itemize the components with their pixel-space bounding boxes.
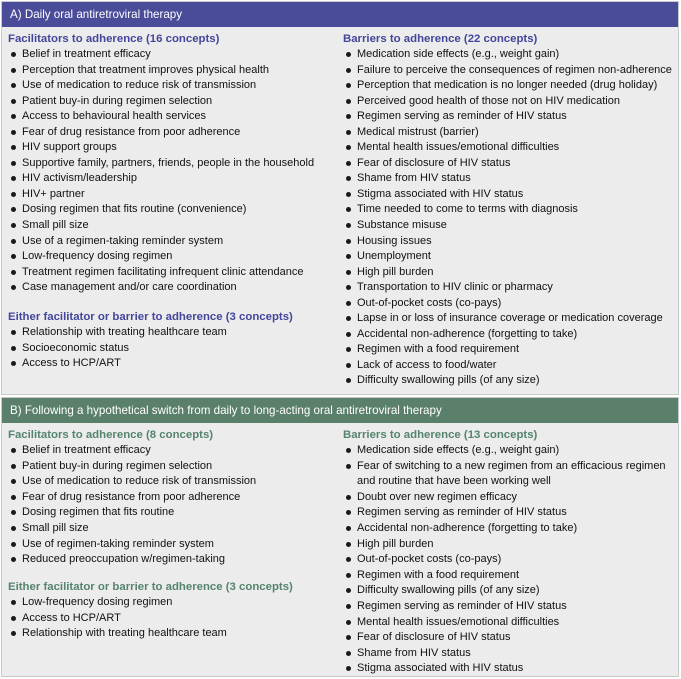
panel-b-either <box>8 579 338 642</box>
list-item-text: Shame from HIV status <box>357 172 471 185</box>
list-item-text: Out-of-pocket costs (co-pays) <box>357 553 502 566</box>
bullet-icon <box>346 651 351 656</box>
list-item <box>8 341 338 357</box>
list-item <box>343 327 673 343</box>
bullet-icon <box>11 145 16 150</box>
list-item <box>343 661 668 677</box>
bullet-icon <box>11 600 16 605</box>
list-item <box>343 296 673 312</box>
list-item-text: Medical mistrust (barrier) <box>357 125 479 138</box>
panel-a-facilitators <box>8 31 338 296</box>
list-item-text: Perception that treatment improves physical health <box>22 63 270 76</box>
bullet-icon <box>11 83 16 88</box>
list-item <box>343 358 673 374</box>
list-item <box>343 234 673 250</box>
list-item-text: Lapse in or loss of insurance coverage or medication coverage <box>357 312 663 325</box>
list-item <box>8 490 338 506</box>
bullet-icon <box>346 254 351 259</box>
list-item-text: Difficulty swallowing pills (of any size) <box>357 584 540 597</box>
bullet-icon <box>346 464 351 469</box>
list-item <box>343 125 673 141</box>
list-item <box>8 595 338 611</box>
bullet-icon <box>11 192 16 197</box>
bullet-icon <box>11 114 16 119</box>
list-item <box>343 156 673 172</box>
list-item-text: Dosing regimen that fits routine (convenience) <box>22 203 247 216</box>
bullet-icon <box>346 635 351 640</box>
panel-b-facilitators-list <box>8 443 338 568</box>
list-item <box>343 280 673 296</box>
list-item <box>8 552 338 568</box>
bullet-icon <box>346 363 351 368</box>
list-item-text: Regimen serving as reminder of HIV status <box>357 110 567 123</box>
list-item <box>8 202 338 218</box>
bullet-icon <box>346 130 351 135</box>
list-item <box>8 265 338 281</box>
bullet-icon <box>11 254 16 259</box>
panel-a-barriers-title: Barriers to adherence (22 concepts) <box>343 33 538 45</box>
list-item <box>8 218 338 234</box>
list-item <box>8 47 338 63</box>
list-item <box>343 265 673 281</box>
list-item-text: Relationship with treating healthcare team <box>22 627 227 640</box>
list-item-text: Regimen with a food requirement <box>357 343 520 356</box>
list-item <box>343 459 668 490</box>
bullet-icon <box>346 495 351 500</box>
panel-b-either-title: Either facilitator or barrier to adherence (3 concepts) <box>8 581 293 593</box>
list-item-text: Small pill size <box>22 219 89 232</box>
list-item <box>8 459 338 475</box>
bullet-icon <box>346 526 351 531</box>
list-item <box>343 342 673 358</box>
list-item <box>8 171 338 187</box>
panel-b-barriers-title: Barriers to adherence (13 concepts) <box>343 429 538 441</box>
bullet-icon <box>11 448 16 453</box>
list-item-text: Transportation to HIV clinic or pharmacy <box>357 281 553 294</box>
list-item-text: Use of a regimen-taking reminder system <box>22 234 224 247</box>
list-item <box>8 234 338 250</box>
bullet-icon <box>346 145 351 150</box>
bullet-icon <box>11 285 16 290</box>
list-item <box>343 521 668 537</box>
list-item <box>343 552 668 568</box>
list-item <box>8 109 338 125</box>
list-item <box>343 630 668 646</box>
list-item-text: Access to HCP/ART <box>22 357 121 370</box>
list-item <box>343 171 673 187</box>
list-item <box>343 443 668 459</box>
list-item-text: Fear of switching to a new regimen from an efficacious regimen and routine that have been working well <box>357 459 666 488</box>
bullet-icon <box>11 68 16 73</box>
bullet-icon <box>346 378 351 383</box>
list-item-text: Unemployment <box>357 250 431 263</box>
bullet-icon <box>11 510 16 515</box>
list-item-text: Reduced preoccupation w/regimen-taking <box>22 553 226 566</box>
list-item <box>343 537 668 553</box>
bullet-icon <box>11 130 16 135</box>
panel-long-acting-switch <box>1 397 679 677</box>
list-item <box>343 78 673 94</box>
list-item-text: Out-of-pocket costs (co-pays) <box>357 296 502 309</box>
list-item-text: Stigma associated with HIV status <box>357 662 524 675</box>
list-item-text: Use of regimen-taking reminder system <box>22 537 214 550</box>
bullet-icon <box>346 270 351 275</box>
list-item <box>8 78 338 94</box>
bullet-icon <box>346 588 351 593</box>
list-item <box>343 202 673 218</box>
list-item <box>8 187 338 203</box>
bullet-icon <box>346 301 351 306</box>
bullet-icon <box>11 495 16 500</box>
panel-a-barriers-list <box>343 47 673 389</box>
list-item-text: Regimen serving as reminder of HIV status <box>357 599 567 612</box>
list-item <box>343 47 673 63</box>
list-item <box>8 537 338 553</box>
bullet-icon <box>346 223 351 228</box>
panel-b-facilitators <box>8 427 338 568</box>
list-item-text: HIV support groups <box>22 141 117 154</box>
list-item-text: Fear of disclosure of HIV status <box>357 631 511 644</box>
panel-daily-therapy <box>1 1 679 395</box>
panel-a-either <box>8 309 338 372</box>
bullet-icon <box>346 68 351 73</box>
bullet-icon <box>11 161 16 166</box>
bullet-icon <box>11 526 16 531</box>
bullet-icon <box>346 448 351 453</box>
list-item-text: Shame from HIV status <box>357 646 471 659</box>
list-item-text: Belief in treatment efficacy <box>22 48 151 60</box>
list-item-text: Accidental non-adherence (forgetting to take) <box>357 521 578 534</box>
panel-a-either-title: Either facilitator or barrier to adherence (3 concepts) <box>8 311 293 323</box>
list-item-text: Low-frequency dosing regimen <box>22 250 173 263</box>
bullet-icon <box>11 330 16 335</box>
list-item-text: Medication side effects (e.g., weight gain) <box>357 444 560 456</box>
list-item-text: Relationship with treating healthcare team <box>22 326 227 338</box>
panel-a-facilitators-title: Facilitators to adherence (16 concepts) <box>8 33 220 45</box>
list-item-text: Belief in treatment efficacy <box>22 444 151 456</box>
list-item-text: Mental health issues/emotional difficulties <box>357 615 560 628</box>
bullet-icon <box>346 332 351 337</box>
bullet-icon <box>346 207 351 212</box>
list-item-text: Regimen with a food requirement <box>357 568 520 581</box>
list-item <box>343 109 673 125</box>
list-item-text: HIV activism/leadership <box>22 172 137 185</box>
panel-b-barriers <box>343 427 668 677</box>
bullet-icon <box>346 573 351 578</box>
list-item-text: Supportive family, partners, friends, people in the household <box>22 156 315 169</box>
list-item <box>8 94 338 110</box>
bullet-icon <box>346 239 351 244</box>
list-item-text: Small pill size <box>22 521 89 534</box>
bullet-icon <box>11 616 16 621</box>
bullet-icon <box>346 114 351 119</box>
bullet-icon <box>346 347 351 352</box>
list-item-text: Perceived good health of those not on HIV medication <box>357 94 620 107</box>
list-item-text: Regimen serving as reminder of HIV status <box>357 506 567 519</box>
list-item-text: Lack of access to food/water <box>357 358 497 371</box>
list-item <box>8 443 338 459</box>
list-item <box>8 140 338 156</box>
list-item-text: Stigma associated with HIV status <box>357 187 524 200</box>
panel-b-header: B) Following a hypothetical switch from daily to long-acting oral antiretroviral therapy <box>2 398 678 423</box>
bullet-icon <box>11 361 16 366</box>
list-item-text: Difficulty swallowing pills (of any size) <box>357 374 540 387</box>
bullet-icon <box>346 176 351 181</box>
list-item-text: High pill burden <box>357 537 434 550</box>
bullet-icon <box>346 83 351 88</box>
bullet-icon <box>11 207 16 212</box>
panel-a-header: A) Daily oral antiretroviral therapy <box>2 2 678 27</box>
list-item <box>8 156 338 172</box>
bullet-icon <box>346 316 351 321</box>
list-item <box>8 521 338 537</box>
bullet-icon <box>11 52 16 57</box>
bullet-icon <box>346 285 351 290</box>
bullet-icon <box>346 99 351 104</box>
list-item <box>343 187 673 203</box>
list-item-text: Fear of drug resistance from poor adherence <box>22 125 241 138</box>
list-item <box>343 140 673 156</box>
panel-b-either-list <box>8 595 338 642</box>
list-item <box>343 218 673 234</box>
panel-a-barriers <box>343 31 673 389</box>
list-item-text: Case management and/or care coordination <box>22 281 237 294</box>
list-item <box>8 63 338 79</box>
list-item <box>343 311 673 327</box>
list-item <box>343 568 668 584</box>
list-item <box>343 646 668 662</box>
bullet-icon <box>346 510 351 515</box>
bullet-icon <box>11 346 16 351</box>
list-item-text: Patient buy-in during regimen selection <box>22 459 213 472</box>
bullet-icon <box>11 239 16 244</box>
list-item <box>8 505 338 521</box>
list-item-text: Use of medication to reduce risk of transmission <box>22 79 257 92</box>
list-item <box>343 373 673 389</box>
list-item-text: Patient buy-in during regimen selection <box>22 94 213 107</box>
panel-a-facilitators-list <box>8 47 338 296</box>
bullet-icon <box>11 542 16 547</box>
list-item <box>343 249 673 265</box>
list-item-text: High pill burden <box>357 265 434 278</box>
list-item <box>8 356 338 372</box>
list-item <box>8 474 338 490</box>
list-item-text: Accidental non-adherence (forgetting to take) <box>357 327 578 340</box>
list-item <box>8 325 338 341</box>
list-item-text: Mental health issues/emotional difficulties <box>357 141 560 154</box>
list-item <box>343 490 668 506</box>
bullet-icon <box>11 631 16 636</box>
list-item <box>8 280 338 296</box>
list-item-text: Medication side effects (e.g., weight gain) <box>357 48 560 60</box>
panel-b-barriers-list <box>343 443 668 677</box>
list-item-text: Housing issues <box>357 234 432 247</box>
list-item-text: Substance misuse <box>357 219 447 232</box>
list-item-text: Perception that medication is no longer needed (drug holiday) <box>357 79 658 92</box>
bullet-icon <box>346 542 351 547</box>
bullet-icon <box>11 99 16 104</box>
list-item-text: Use of medication to reduce risk of transmission <box>22 475 257 488</box>
list-item-text: Access to behavioural health services <box>22 110 207 123</box>
list-item <box>343 599 668 615</box>
list-item-text: Fear of drug resistance from poor adherence <box>22 490 241 503</box>
list-item-text: Access to HCP/ART <box>22 611 121 624</box>
list-item <box>8 626 338 642</box>
list-item-text: Time needed to come to terms with diagnosis <box>357 203 578 216</box>
list-item-text: Failure to perceive the consequences of regimen non-adherence <box>357 63 672 76</box>
list-item <box>8 125 338 141</box>
bullet-icon <box>11 176 16 181</box>
list-item-text: Socioeconomic status <box>22 341 129 354</box>
list-item <box>343 63 673 79</box>
list-item-text: Low-frequency dosing regimen <box>22 596 173 608</box>
bullet-icon <box>11 270 16 275</box>
bullet-icon <box>346 52 351 57</box>
bullet-icon <box>346 192 351 197</box>
bullet-icon <box>11 223 16 228</box>
list-item-text: Doubt over new regimen efficacy <box>357 490 517 503</box>
bullet-icon <box>11 479 16 484</box>
bullet-icon <box>346 666 351 671</box>
list-item <box>343 94 673 110</box>
bullet-icon <box>346 161 351 166</box>
bullet-icon <box>346 620 351 625</box>
panel-a-either-list <box>8 325 338 372</box>
list-item <box>8 249 338 265</box>
list-item <box>8 611 338 627</box>
bullet-icon <box>346 604 351 609</box>
bullet-icon <box>11 557 16 562</box>
list-item-text: Dosing regimen that fits routine <box>22 506 175 519</box>
list-item-text: HIV+ partner <box>22 187 85 200</box>
list-item-text: Treatment regimen facilitating infrequent clinic attendance <box>22 265 304 278</box>
bullet-icon <box>11 464 16 469</box>
list-item <box>343 505 668 521</box>
list-item <box>343 615 668 631</box>
bullet-icon <box>346 557 351 562</box>
panel-b-facilitators-title: Facilitators to adherence (8 concepts) <box>8 429 214 441</box>
list-item <box>343 583 668 599</box>
list-item-text: Fear of disclosure of HIV status <box>357 156 511 169</box>
